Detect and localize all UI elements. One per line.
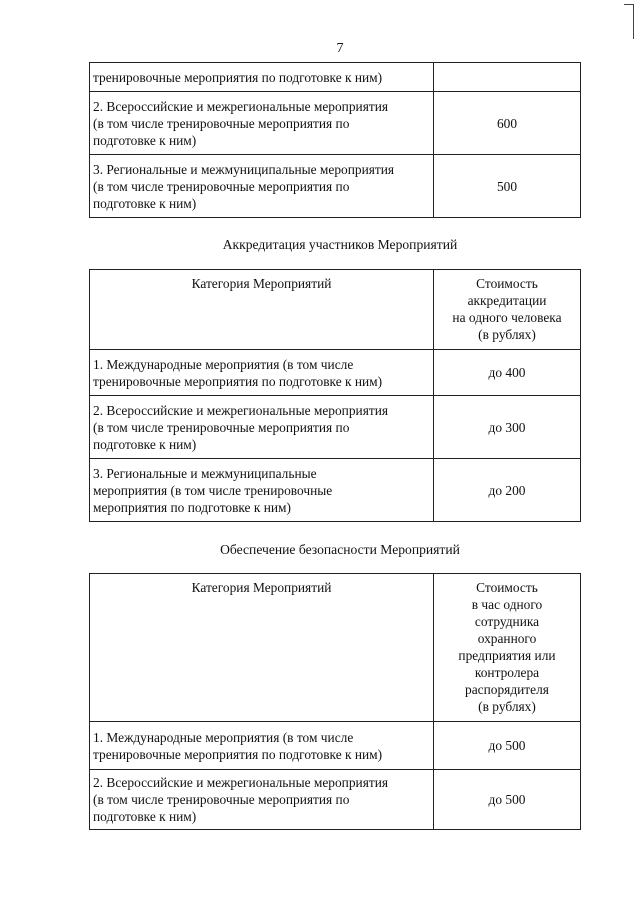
category-cell: 3. Региональные и межмуниципальные мероприятия (в том числе тренировочные мероприятия по подготовке к ним)	[90, 155, 434, 218]
table-row	[90, 350, 581, 396]
value-cell: до 200	[434, 459, 581, 522]
header-value-cell: Стоимость в час одного сотрудника охранного предприятия или контролера распорядителя (в рублях)	[434, 574, 581, 722]
table-row	[90, 722, 581, 770]
value-cell: до 300	[434, 396, 581, 459]
table-row	[90, 396, 581, 459]
category-cell: 1. Международные мероприятия (в том числе тренировочные мероприятия по подготовке к ним)	[90, 722, 434, 770]
table-row	[90, 155, 581, 218]
value-cell: 500	[434, 155, 581, 218]
corner-bracket-mark	[624, 4, 634, 39]
category-cell: 1. Международные мероприятия (в том числе тренировочные мероприятия по подготовке к ним)	[90, 350, 434, 396]
header-value-cell: Стоимость аккредитации на одного человека (в рублях)	[434, 270, 581, 350]
value-cell	[434, 63, 581, 92]
category-cell: 2. Всероссийские и межрегиональные мероприятия (в том числе тренировочные мероприятия по подготовке к ним)	[90, 770, 434, 830]
value-cell: до 400	[434, 350, 581, 396]
header-category-cell: Категория Мероприятий	[90, 270, 434, 350]
category-cell: 3. Региональные и межмуниципальные мероприятия (в том числе тренировочные мероприятия по подготовке к ним)	[90, 459, 434, 522]
category-cell: тренировочные мероприятия по подготовке к ним)	[90, 63, 434, 92]
accreditation-table	[89, 269, 581, 522]
table-row	[90, 92, 581, 155]
table-header-row	[90, 574, 581, 722]
section-title-security: Обеспечение безопасности Мероприятий	[220, 542, 460, 557]
category-cell: 2. Всероссийские и межрегиональные мероприятия (в том числе тренировочные мероприятия по подготовке к ним)	[90, 396, 434, 459]
category-cell: 2. Всероссийские и межрегиональные мероприятия (в том числе тренировочные мероприятия по подготовке к ним)	[90, 92, 434, 155]
value-cell: 600	[434, 92, 581, 155]
value-cell: до 500	[434, 722, 581, 770]
security-table	[89, 573, 581, 830]
continuation-table	[89, 62, 581, 218]
table-row	[90, 63, 581, 92]
header-category-cell: Категория Мероприятий	[90, 574, 434, 722]
table-row	[90, 770, 581, 830]
section-title-accreditation: Аккредитация участников Мероприятий	[222, 237, 458, 252]
value-cell: до 500	[434, 770, 581, 830]
table-header-row	[90, 270, 581, 350]
table-row	[90, 459, 581, 522]
page-number: 7	[336, 41, 344, 56]
